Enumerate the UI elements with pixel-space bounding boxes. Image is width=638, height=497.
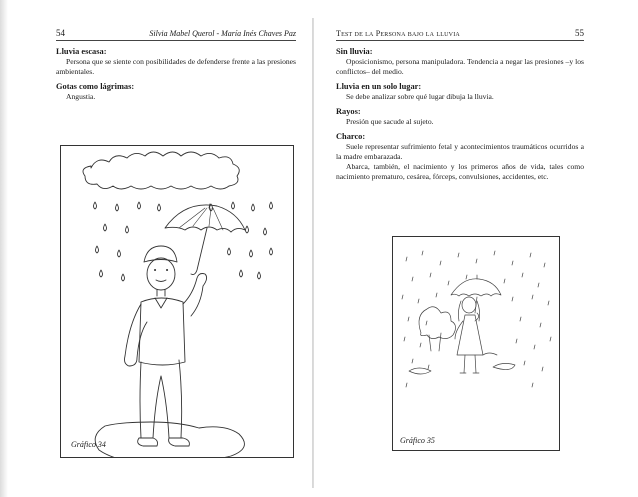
section-title: Lluvia escasa: <box>56 47 107 56</box>
rain-drops <box>94 202 273 281</box>
section-charco <box>336 132 584 182</box>
girl-with-umbrella-drawing <box>393 237 559 450</box>
section-title: Lluvia en un solo lugar: <box>336 82 422 91</box>
legs <box>464 355 476 373</box>
legs <box>140 360 182 438</box>
section-sin-lluvia <box>336 47 584 77</box>
section-title: Gotas como lágrimas: <box>56 82 135 91</box>
man-with-umbrella-drawing <box>61 146 293 457</box>
torso <box>139 298 185 365</box>
figure-caption: Gráfico 34 <box>71 440 106 449</box>
section-text-continued: Abarca, también, el nacimiento y los primeros años de vida, tales como nacimiento prematuro, cesárea, fórceps, convulsiones, accidentes, etc. <box>336 162 584 181</box>
puddle-right <box>493 363 515 369</box>
left-running-head-authors: Silvia Mabel Querol - María Inés Chaves Paz <box>149 29 296 38</box>
section-title: Charco: <box>336 132 366 141</box>
rain-strokes <box>402 251 551 387</box>
figure-35-drawing <box>392 236 560 451</box>
shoes <box>138 438 190 446</box>
section-rayos <box>336 107 584 127</box>
section-title: Sin lluvia: <box>336 47 373 56</box>
umbrella-handle <box>191 228 207 275</box>
right-arm <box>183 274 207 317</box>
scan-edge-shadow <box>0 0 8 497</box>
section-text: Angustia. <box>66 92 96 101</box>
bush-left <box>419 307 456 339</box>
cloud-outline <box>83 152 239 189</box>
left-running-header <box>56 28 296 41</box>
section-text: Persona que se siente con posibilidades de defenderse frente a las presiones ambientales. <box>56 57 296 76</box>
figure-caption: Gráfico 35 <box>400 436 435 445</box>
head <box>462 297 476 313</box>
section-text: Se debe analizar sobre qué lugar dibuja la lluvia. <box>346 92 494 101</box>
cap <box>144 246 177 262</box>
left-arm <box>125 304 148 366</box>
right-running-head-title: Test de la Persona bajo la lluvia <box>336 29 460 38</box>
section-gotas-como-lagrimas <box>56 82 296 102</box>
section-lluvia-en-un-solo-lugar <box>336 82 584 102</box>
right-page-number: 55 <box>575 28 584 38</box>
right-running-header <box>336 28 584 41</box>
left-page-number: 54 <box>56 28 65 38</box>
figure-34-drawing <box>60 145 294 458</box>
section-text: Presión que sacude al sujeto. <box>346 117 434 126</box>
umbrella <box>451 279 501 296</box>
section-lluvia-escasa <box>56 47 296 77</box>
section-text: Oposicionismo, persona manipuladora. Tendencia a negar las presiones –y los conflictos– del medio. <box>336 57 584 76</box>
left-page <box>56 28 296 107</box>
puddle <box>95 422 244 457</box>
right-page <box>336 28 584 187</box>
section-text: Suele representar sufrimiento fetal y acontecimientos traumáticos ocurridos a la madre embarazada. <box>336 142 584 161</box>
section-title: Rayos: <box>336 107 361 116</box>
head <box>147 258 175 290</box>
book-gutter <box>312 18 314 488</box>
